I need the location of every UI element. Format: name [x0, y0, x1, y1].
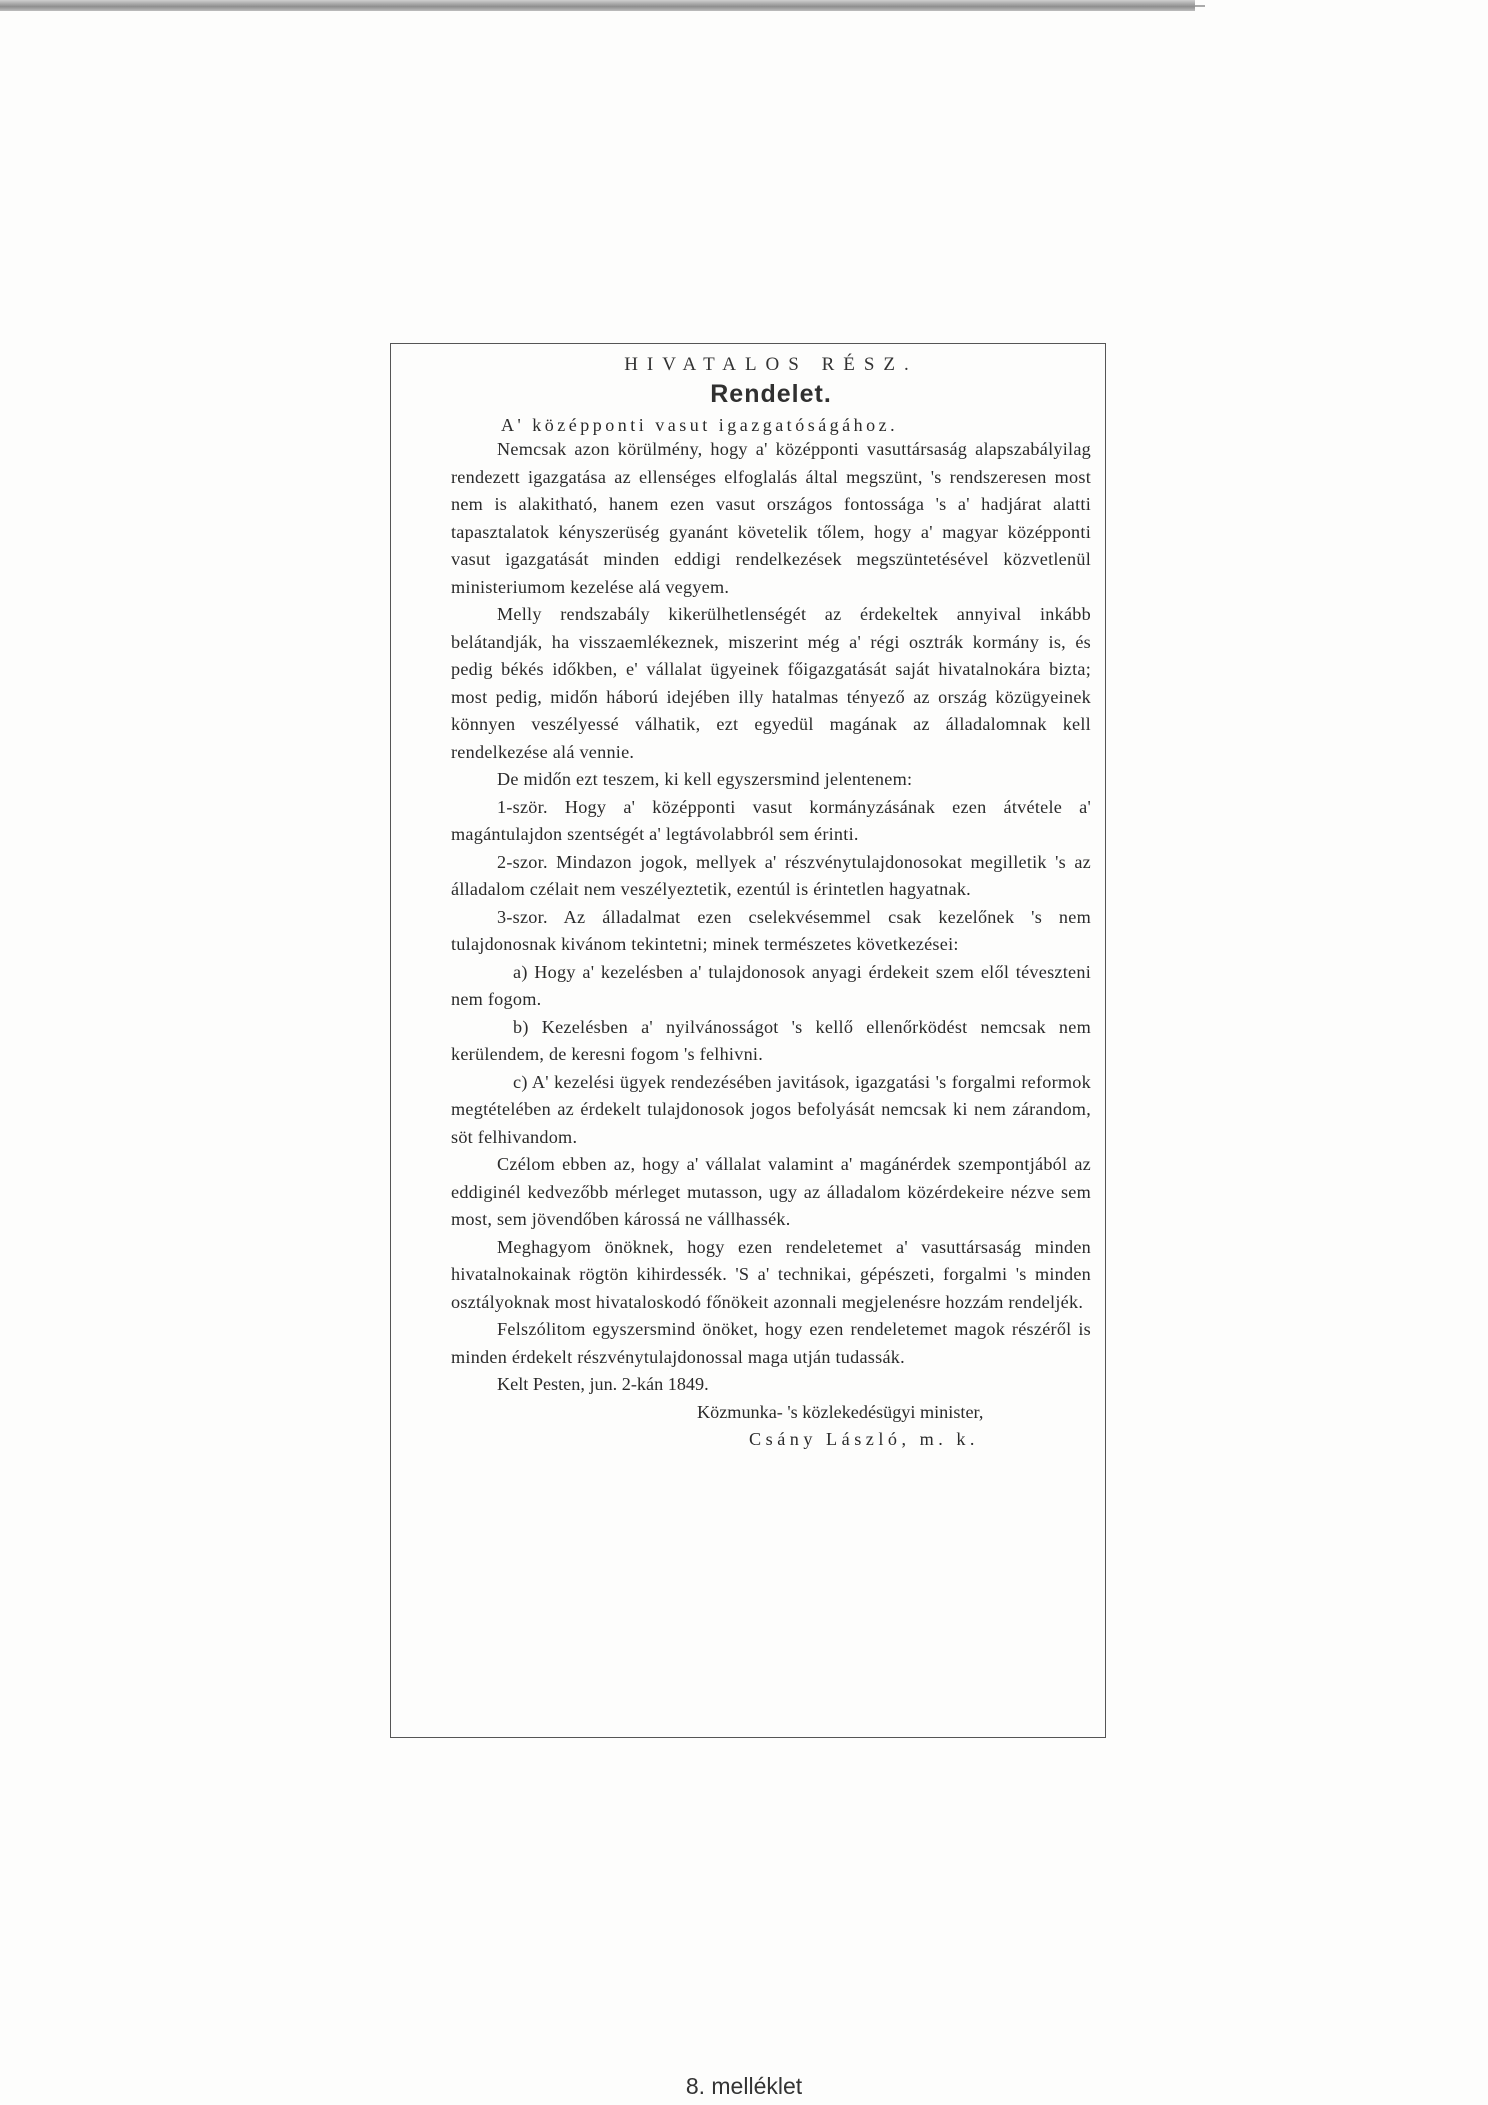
decree-title: Rendelet.: [710, 380, 832, 408]
appendix-caption: 8. melléklet: [685, 2073, 803, 2099]
paragraph: 2-szor. Mindazon jogok, mellyek a' részvénytulajdonosokat megilletik 's az álladalom czélait nem veszélyeztetik, ezentúl is érintetlen hagyatnak.: [451, 851, 1091, 899]
paragraph: a) Hogy a' kezelésben a' tulajdonosok anyagi érdekeit szem elől téveszteni nem fogom.: [451, 961, 1091, 1009]
paragraph: 3-szor. Az álladalmat ezen cselekvésemmel csak kezelőnek 's nem tulajdonosnak kivánom tekintetni; minek természetes következései:: [451, 906, 1091, 954]
addressee-line: A' középponti vasut igazgatóságához.: [501, 415, 899, 435]
newspaper-clipping: [390, 343, 1106, 1738]
place-date: Kelt Pesten, jun. 2-kán 1849.: [497, 1374, 709, 1394]
paragraph: Nemcsak azon körülmény, hogy a' középponti vasuttársaság alapszabályilag rendezett igazgatása az ellenséges elfoglalás által megszünt, 's rendszeresen most nem is alakitható, hanem ezen vasut országos fontossága 's a' hadjárat alatti tapasztalatok kényszerüség gyanánt követelik tőlem, hogy a' magyar középponti vasut igazgatását minden eddigi rendelkezések megszüntetésével közvetlenül ministeriumom kezelése alá vegyem.: [451, 439, 1091, 597]
signature-block: [451, 1371, 1091, 1454]
signatory-office: Közmunka- 's közlekedésügyi minister,: [697, 1401, 984, 1422]
paragraph: Meghagyom önöknek, hogy ezen rendeletemet a' vasuttársaság minden hivatalnokainak rögtön kihirdessék. 'S a' technikai, gépészeti, forgalmi 's minden osztályoknak most hivataloskodó főnökeit azonnali megjelenésre hozzám rendeljék.: [451, 1236, 1091, 1312]
decree-body: [451, 436, 1091, 1371]
paragraph: b) Kezelésben a' nyilvánosságot 's kellő ellenőrködést nemcsak nem kerülendem, de keresni fogom 's felhivni.: [451, 1016, 1091, 1064]
section-heading: HIVATALOS RÉSZ.: [624, 354, 918, 375]
paragraph: Czélom ebben az, hogy a' vállalat valamint a' magánérdek szempontjából az eddiginél kedvezőbb mérleget mutasson, ugy az álladalom közérdekeire nézve sem most, sem jövendőben károssá ne vállhassék.: [451, 1154, 1091, 1229]
paragraph: Felszólitom egyszersmind önöket, hogy ezen rendeletemet magok részéről is minden érdekelt részvénytulajdonossal maga utján tudassák.: [451, 1319, 1091, 1367]
paragraph: De midőn ezt teszem, ki kell egyszersmind jelentenem:: [497, 769, 913, 789]
scan-top-edge: [0, 0, 1195, 11]
paragraph: 1-ször. Hogy a' középponti vasut kormányzásának ezen átvétele a' magántulajdon szentségét a' legtávolabbról sem érinti.: [451, 796, 1091, 844]
paragraph: Melly rendszabály kikerülhetlenségét az érdekeltek annyival inkább belátandják, ha visszaemlékeznek, miszerint még a' régi osztrák kormány is, és pedig békés időkben, e' vállalat ügyeinek főigazgatását saját hivatalnokára bizta; most pedig, midőn háború idejében illy hatalmas tényező az ország közügyeinek könnyen veszélyessé válhatik, ezt egyedül magának az álladalomnak kell rendelkezése alá vennie.: [451, 604, 1091, 762]
signatory-name: Csány László, m. k.: [749, 1429, 979, 1449]
paragraph: c) A' kezelési ügyek rendezésében javitások, igazgatási 's forgalmi reformok megtételében az érdekelt tulajdonosok jogos befolyását nemcsak ki nem zárandom, söt felhivandom.: [451, 1071, 1091, 1147]
scan-edge-mark: [1195, 5, 1205, 7]
